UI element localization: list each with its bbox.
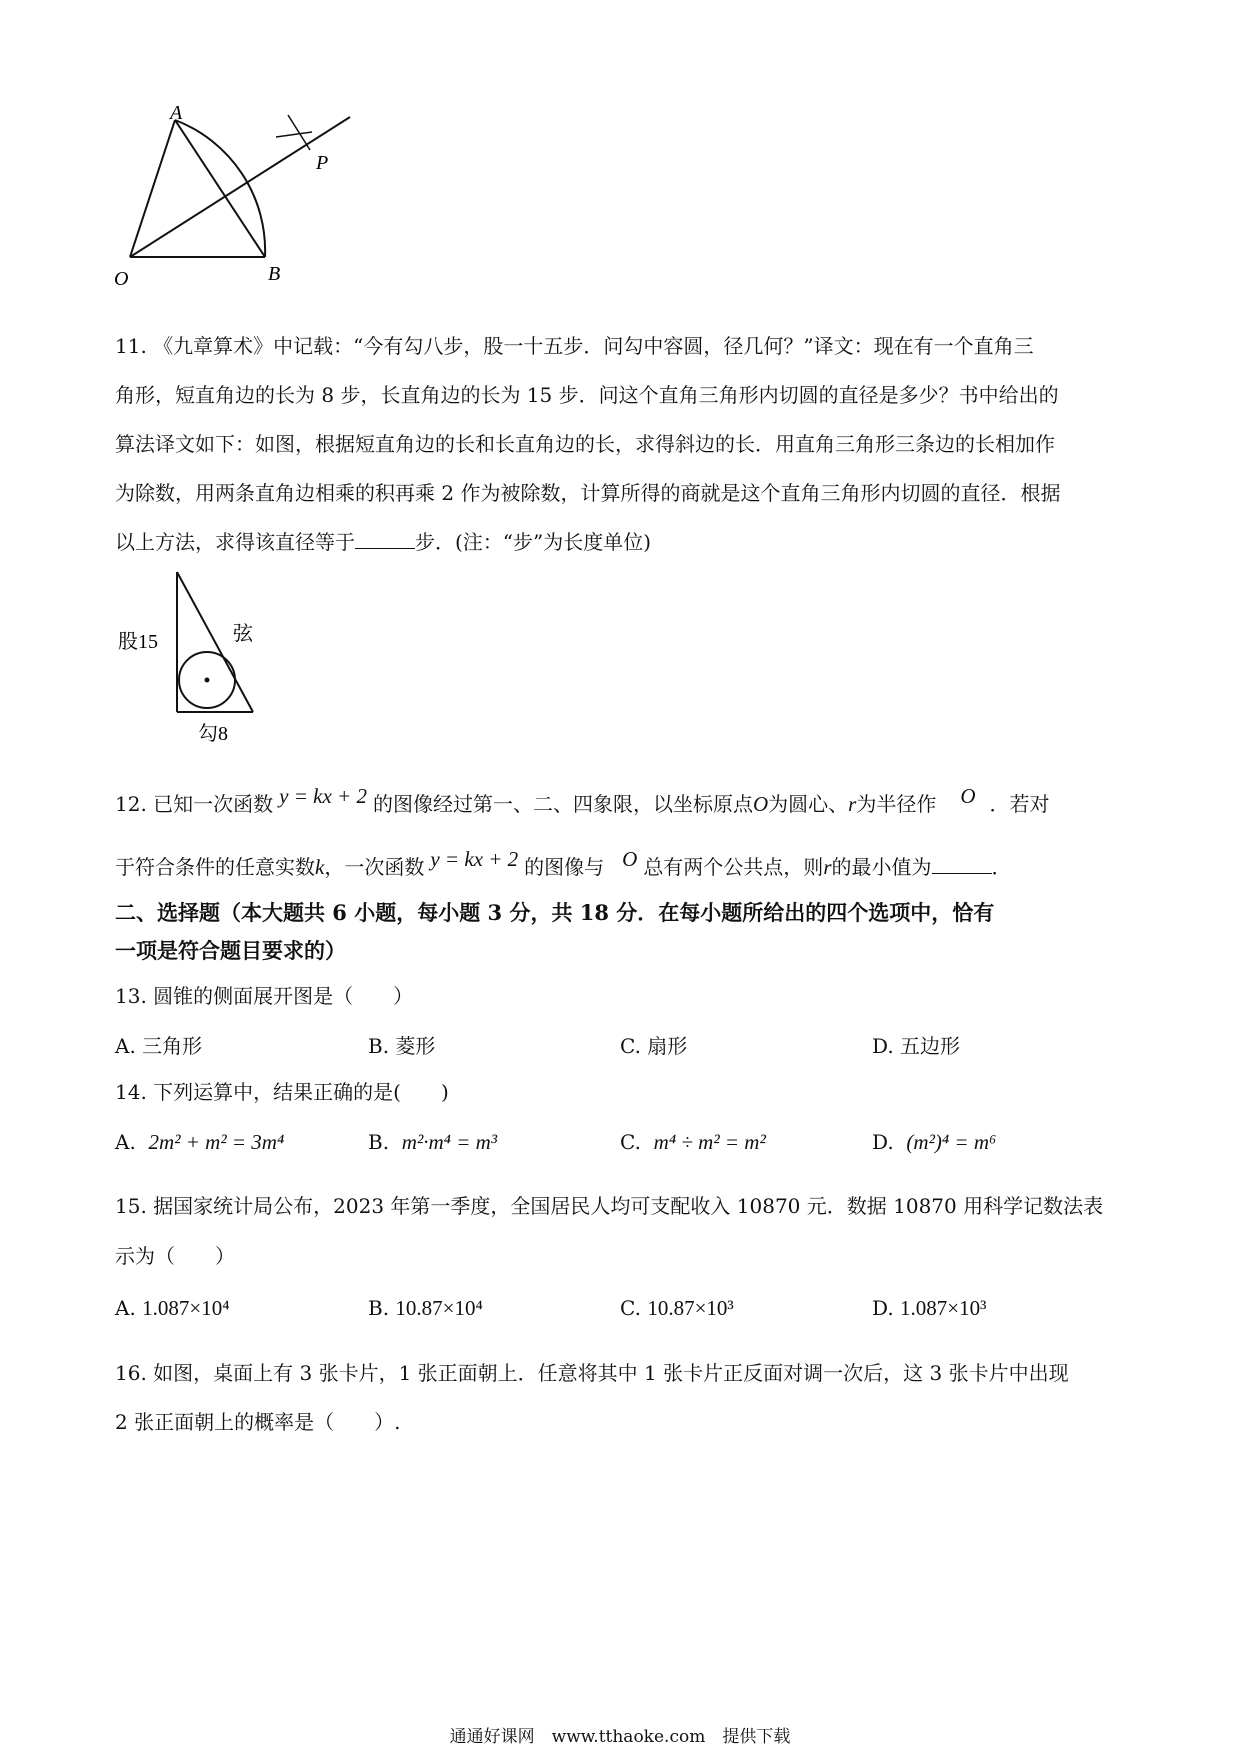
option-a[interactable]: A. 1.087×10⁴ — [115, 1296, 230, 1320]
q15-line: 15. 据国家统计局公布，2023 年第一季度，全国居民人均可支配收入 10870 元．数据 10870 用科学记数法表 — [115, 1194, 1104, 1218]
q15-line: 示为（ ） — [115, 1244, 235, 1268]
inscribed-circle-figure — [115, 560, 285, 745]
q11-line: 11. 《九章算术》中记载：“今有勾八步，股一十五步．问勾中容圆，径几何？”译文：现在有一个直角三 — [115, 334, 1034, 358]
q11-line: 为除数，用两条直角边相乘的积再乘 2 作为被除数，计算所得的商就是这个直角三角形内切圆的直径．根据 — [115, 481, 1061, 505]
circle-o: O — [622, 847, 638, 871]
q13-stem: 13. 圆锥的侧面展开图是（ ） — [115, 984, 414, 1008]
q11-line: 角形，短直角边的长为 8 步，长直角边的长为 15 步．问这个直角三角形内切圆的直径是多少？书中给出的 — [115, 383, 1059, 407]
option-c[interactable]: C. 10.87×10³ — [620, 1296, 734, 1320]
label-gu: 股15 — [118, 631, 158, 653]
option-c[interactable]: C. m⁴ ÷ m² = m² — [620, 1130, 766, 1154]
label-b: B — [268, 263, 281, 285]
q16-line: 16. 如图，桌面上有 3 张卡片，1 张正面朝上．任意将其中 1 张卡片正反面对调一次后，这 3 张卡片中出现 — [115, 1361, 1069, 1385]
option-c[interactable]: C. 扇形 — [620, 1034, 688, 1058]
section-heading: 一项是符合题目要求的） — [115, 938, 346, 963]
q12-line-1: 12. 已知一次函数 y = kx + 2 的图像经过第一、二、四象限，以坐标原点O为圆心、r为半径作 O ．若对 — [115, 784, 1050, 816]
answer-blank[interactable] — [355, 530, 415, 549]
footer-watermark: 通通好课网 www.tthaoke.com 提供下载 — [449, 1727, 791, 1747]
option-d[interactable]: D. 1.087×10³ — [872, 1296, 987, 1320]
label-p: P — [316, 152, 329, 174]
q12-line-2: 于符合条件的任意实数k，一次函数 y = kx + 2 的图像与 O 总有两个公共点，则r的最小值为 ． — [115, 847, 1012, 879]
label-o: O — [114, 268, 129, 290]
label-a: A — [170, 102, 183, 124]
option-d[interactable]: D. 五边形 — [872, 1034, 961, 1058]
label-gou: 勾8 — [198, 723, 228, 745]
option-d[interactable]: D. (m²)⁴ = m⁶ — [872, 1130, 997, 1154]
section-heading: 二、选择题（本大题共 6 小题，每小题 3 分，共 18 分．在每小题所给出的四个选项中，恰有 — [115, 900, 995, 925]
option-b[interactable]: B. 菱形 — [368, 1034, 436, 1058]
q11-line: 算法译文如下：如图，根据短直角边的长和长直角边的长，求得斜边的长．用直角三角形三条边的长相加作 — [115, 432, 1055, 456]
label-xian: 弦 — [233, 623, 253, 645]
option-a[interactable]: A. 2m² + m² = 3m⁴ — [115, 1130, 285, 1154]
function-expr: y = kx + 2 — [279, 784, 367, 808]
question-11 — [115, 322, 1130, 567]
function-expr: y = kx + 2 — [430, 847, 519, 871]
circle-o: O — [960, 784, 976, 808]
q14-stem: 14. 下列运算中，结果正确的是( ) — [115, 1080, 449, 1104]
option-b[interactable]: B. 10.87×10⁴ — [368, 1296, 483, 1320]
option-a[interactable]: A. 三角形 — [115, 1034, 203, 1058]
q16-line: 2 张正面朝上的概率是（ ）. — [115, 1410, 401, 1434]
q11-line: 以上方法，求得该直径等于 步．(注：“步”为长度单位) — [115, 530, 652, 554]
geometry-figure-aob — [100, 95, 360, 295]
answer-blank[interactable] — [932, 855, 992, 874]
option-b[interactable]: B. m²·m⁴ = m³ — [368, 1130, 498, 1154]
